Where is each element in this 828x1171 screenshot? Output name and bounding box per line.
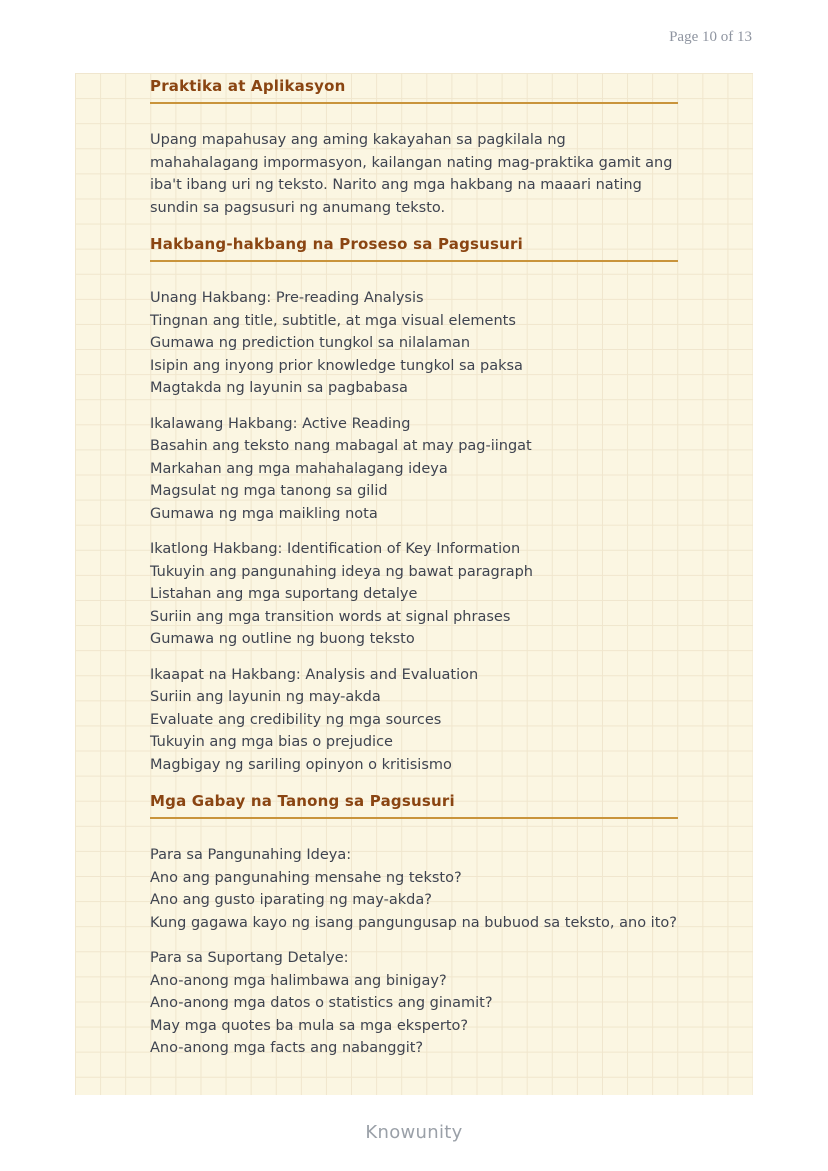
text-line: Tukuyin ang pangunahing ideya ng bawat paragraph [150,563,533,580]
text-line: Gumawa ng prediction tungkol sa nilalaman [150,335,471,351]
heading-rule [150,260,678,262]
text-line: May mga quotes ba mula sa mga eksperto? [150,1017,469,1034]
text-block [150,413,678,526]
text-line: Suriin ang mga transition words at signal phrases [150,608,511,625]
heading-rule [150,102,678,104]
text-line: Ano ang gusto iparating ng may-akda? [150,892,432,908]
text-block [150,287,678,400]
notebook-paper [75,73,753,1095]
footer-brand: Knowunity [365,1122,463,1143]
text-line: Basahin ang teksto nang mabagal at may pag-iingat [150,438,532,454]
paragraph: Upang mapahusay ang aming kakayahan sa pagkilala ng mahahalagang impormasyon, kailangan nating mag-praktika gamit ang iba't ibang uri ng teksto. Narito ang mga hakbang na maaari nating sundin sa pagsusuri ng anumang teksto. [150,132,673,216]
text-line: Ikaapat na Hakbang: Analysis and Evaluation [150,666,479,683]
section [150,78,678,219]
text-line: Gumawa ng outline ng buong teksto [150,631,415,647]
text-block [150,664,678,777]
text-line: Magbigay ng sariling opinyon o kritisismo [150,756,452,773]
text-line: Suriin ang layunin ng may-akda [150,689,381,705]
section-heading: Mga Gabay na Tanong sa Pagsusuri [150,792,455,810]
text-line: Para sa Pangunahing Ideya: [150,847,352,863]
text-line: Kung gagawa kayo ng isang pangungusap na bubuod sa teksto, ano ito? [150,914,677,931]
text-line: Para sa Suportang Detalye: [150,950,349,966]
text-line: Ano ang pangunahing mensahe ng teksto? [150,869,462,886]
text-line: Ano-anong mga halimbawa ang binigay? [150,972,447,989]
page-indicator: Page 10 of 13 [669,29,752,45]
section-heading: Hakbang-hakbang na Proseso sa Pagsusuri [150,235,523,253]
text-line: Tukuyin ang mga bias o prejudice [150,734,393,750]
text-line: Markahan ang mga mahahalagang ideya [150,460,448,477]
text-block [150,129,678,219]
text-block [150,844,678,934]
section [150,236,678,776]
text-line: Listahan ang mga suportang detalye [150,586,418,602]
text-line: Ano-anong mga datos o statistics ang ginamit? [150,995,493,1011]
text-line: Tingnan ang title, subtitle, at mga visual elements [150,312,516,329]
heading-rule [150,817,678,819]
page-content [150,78,678,1060]
text-block [150,538,678,651]
text-line: Evaluate ang credibility ng mga sources [150,711,442,728]
text-line: Unang Hakbang: Pre-reading Analysis [150,290,424,306]
text-line: Isipin ang inyong prior knowledge tungkol sa paksa [150,357,523,374]
text-line: Magtakda ng layunin sa pagbabasa [150,380,408,396]
text-line: Gumawa ng mga maikling nota [150,505,378,522]
text-line: Ikatlong Hakbang: Identification of Key Information [150,541,521,557]
section [150,793,678,1060]
section-heading: Praktika at Aplikasyon [150,77,346,95]
text-block [150,947,678,1060]
text-line: Ikalawang Hakbang: Active Reading [150,415,411,432]
text-line: Magsulat ng mga tanong sa gilid [150,483,388,499]
text-line: Ano-anong mga facts ang nabanggit? [150,1040,424,1056]
